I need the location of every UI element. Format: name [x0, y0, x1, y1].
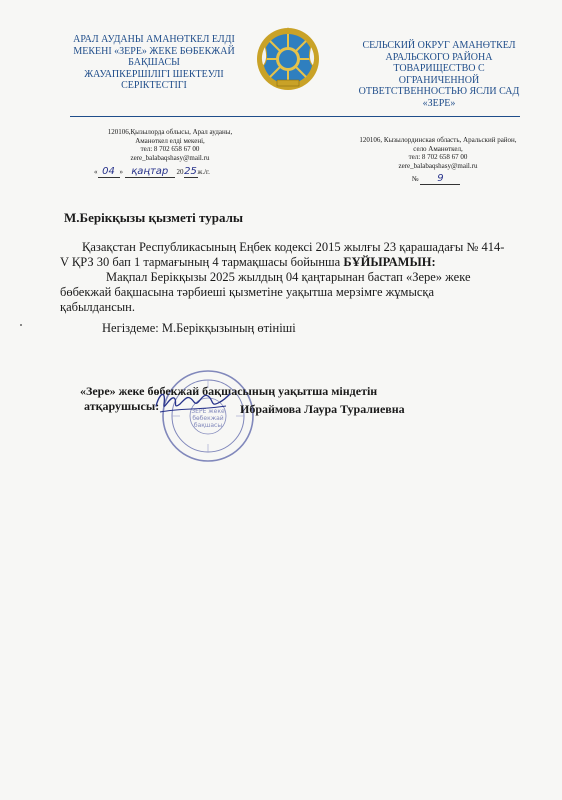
handwritten-signature: [150, 384, 234, 418]
header-kz-line: БАҚШАСЫ: [128, 57, 180, 68]
signatory-role: атқарушысы:: [84, 399, 160, 413]
document-date: [94, 166, 210, 178]
header-kz-line: ЖАУАПКЕРШІЛІГІ ШЕКТЕУЛІ: [84, 68, 224, 80]
address-kz: [80, 128, 260, 162]
hire-paragraph: Мақпал Берікқызы 2025 жылдың 04 қаңтарынан бастап «Зере» жеке бөбекжай бақшасына тәрбиеші қызметіне уақытша мерзімге жұмысқа қабылдансын.: [60, 270, 471, 314]
date-open-quote: «: [94, 168, 98, 176]
header-kz-line: СЕРІКТЕСТІГІ: [121, 80, 187, 91]
date-month: қаңтар: [125, 166, 175, 178]
signatory-position: «Зере» жеке бөбекжай бақшасының уақытша міндетін: [80, 384, 378, 398]
number-label: №: [412, 175, 419, 183]
document-number: [412, 173, 460, 185]
stamp-text: ЗЕРЕ жеке бөбекжай бақшасы: [191, 408, 225, 429]
date-close-quote: »: [119, 168, 123, 176]
header-ru-line: ОТВЕТСТВЕННОСТЬЮ ЯСЛИ САД: [358, 86, 520, 97]
address-kz-line: тел: 8 702 658 67 00: [140, 145, 200, 153]
date-day: 04: [98, 166, 120, 178]
date-year-prefix: 20: [176, 168, 184, 176]
date-year-suffix: 25: [184, 166, 197, 177]
address-ru-line: 120106, Кызылординская область, Аральский район,: [359, 136, 517, 144]
header-ru-line: «ЗЕРЕ»: [422, 97, 456, 109]
margin-dot: [20, 324, 22, 326]
document-title: М.Берікқызы қызметі туралы: [64, 210, 244, 225]
address-kz-email: zere_balabaqshasy@mail.ru: [130, 153, 210, 162]
address-ru: [338, 136, 538, 170]
address-ru-line: село Аманөткел,: [413, 144, 463, 153]
order-keyword: БҰЙЫРАМЫН:: [343, 255, 436, 269]
address-kz-line: 120106,Қызылорда облысы, Арал ауданы,: [107, 128, 233, 136]
document-body: [60, 240, 510, 315]
header-org-name-ru: [332, 40, 546, 109]
signatory-name: Ибраймова Лаура Туралиевна: [240, 402, 405, 416]
header-ru-line: СЕЛЬСКИЙ ОКРУГ АМАНӨТКЕЛ: [362, 40, 516, 51]
basis-line: Негіздеме: М.Берікқызының өтініші: [102, 321, 296, 335]
header-divider: [70, 116, 520, 117]
order-paragraph: [60, 240, 510, 270]
header-kz-line: МЕКЕНІ «ЗЕРЕ» ЖЕКЕ БӨБЕКЖАЙ: [73, 45, 235, 57]
address-ru-email: zere_balabaqshasy@mail.ru: [398, 161, 478, 170]
header-ru-line: АРАЛЬСКОГО РАЙОНА: [385, 51, 493, 63]
header-kz-line: АРАЛ АУДАНЫ АМАНӨТКЕЛ ЕЛДІ: [73, 34, 235, 45]
state-emblem-icon: [255, 26, 321, 92]
order-text: Қазақстан Республикасының Еңбек кодексі 2015 жылғы 23 қарашадағы № 414- V ҚРЗ 30 бап 1 тармағының 4 тармақшасы бойынша: [60, 240, 505, 269]
header-ru-line: ОГРАНИЧЕННОЙ: [398, 74, 480, 86]
date-suffix: ж./г.: [197, 168, 210, 176]
address-kz-line: Аманөткел елді мекені,: [135, 136, 205, 145]
number-value: 9: [420, 173, 460, 185]
address-ru-line: тел: 8 702 658 67 00: [408, 153, 468, 161]
header-org-name-kz: [56, 34, 252, 92]
header-ru-line: ТОВАРИЩЕСТВО С: [393, 63, 485, 74]
